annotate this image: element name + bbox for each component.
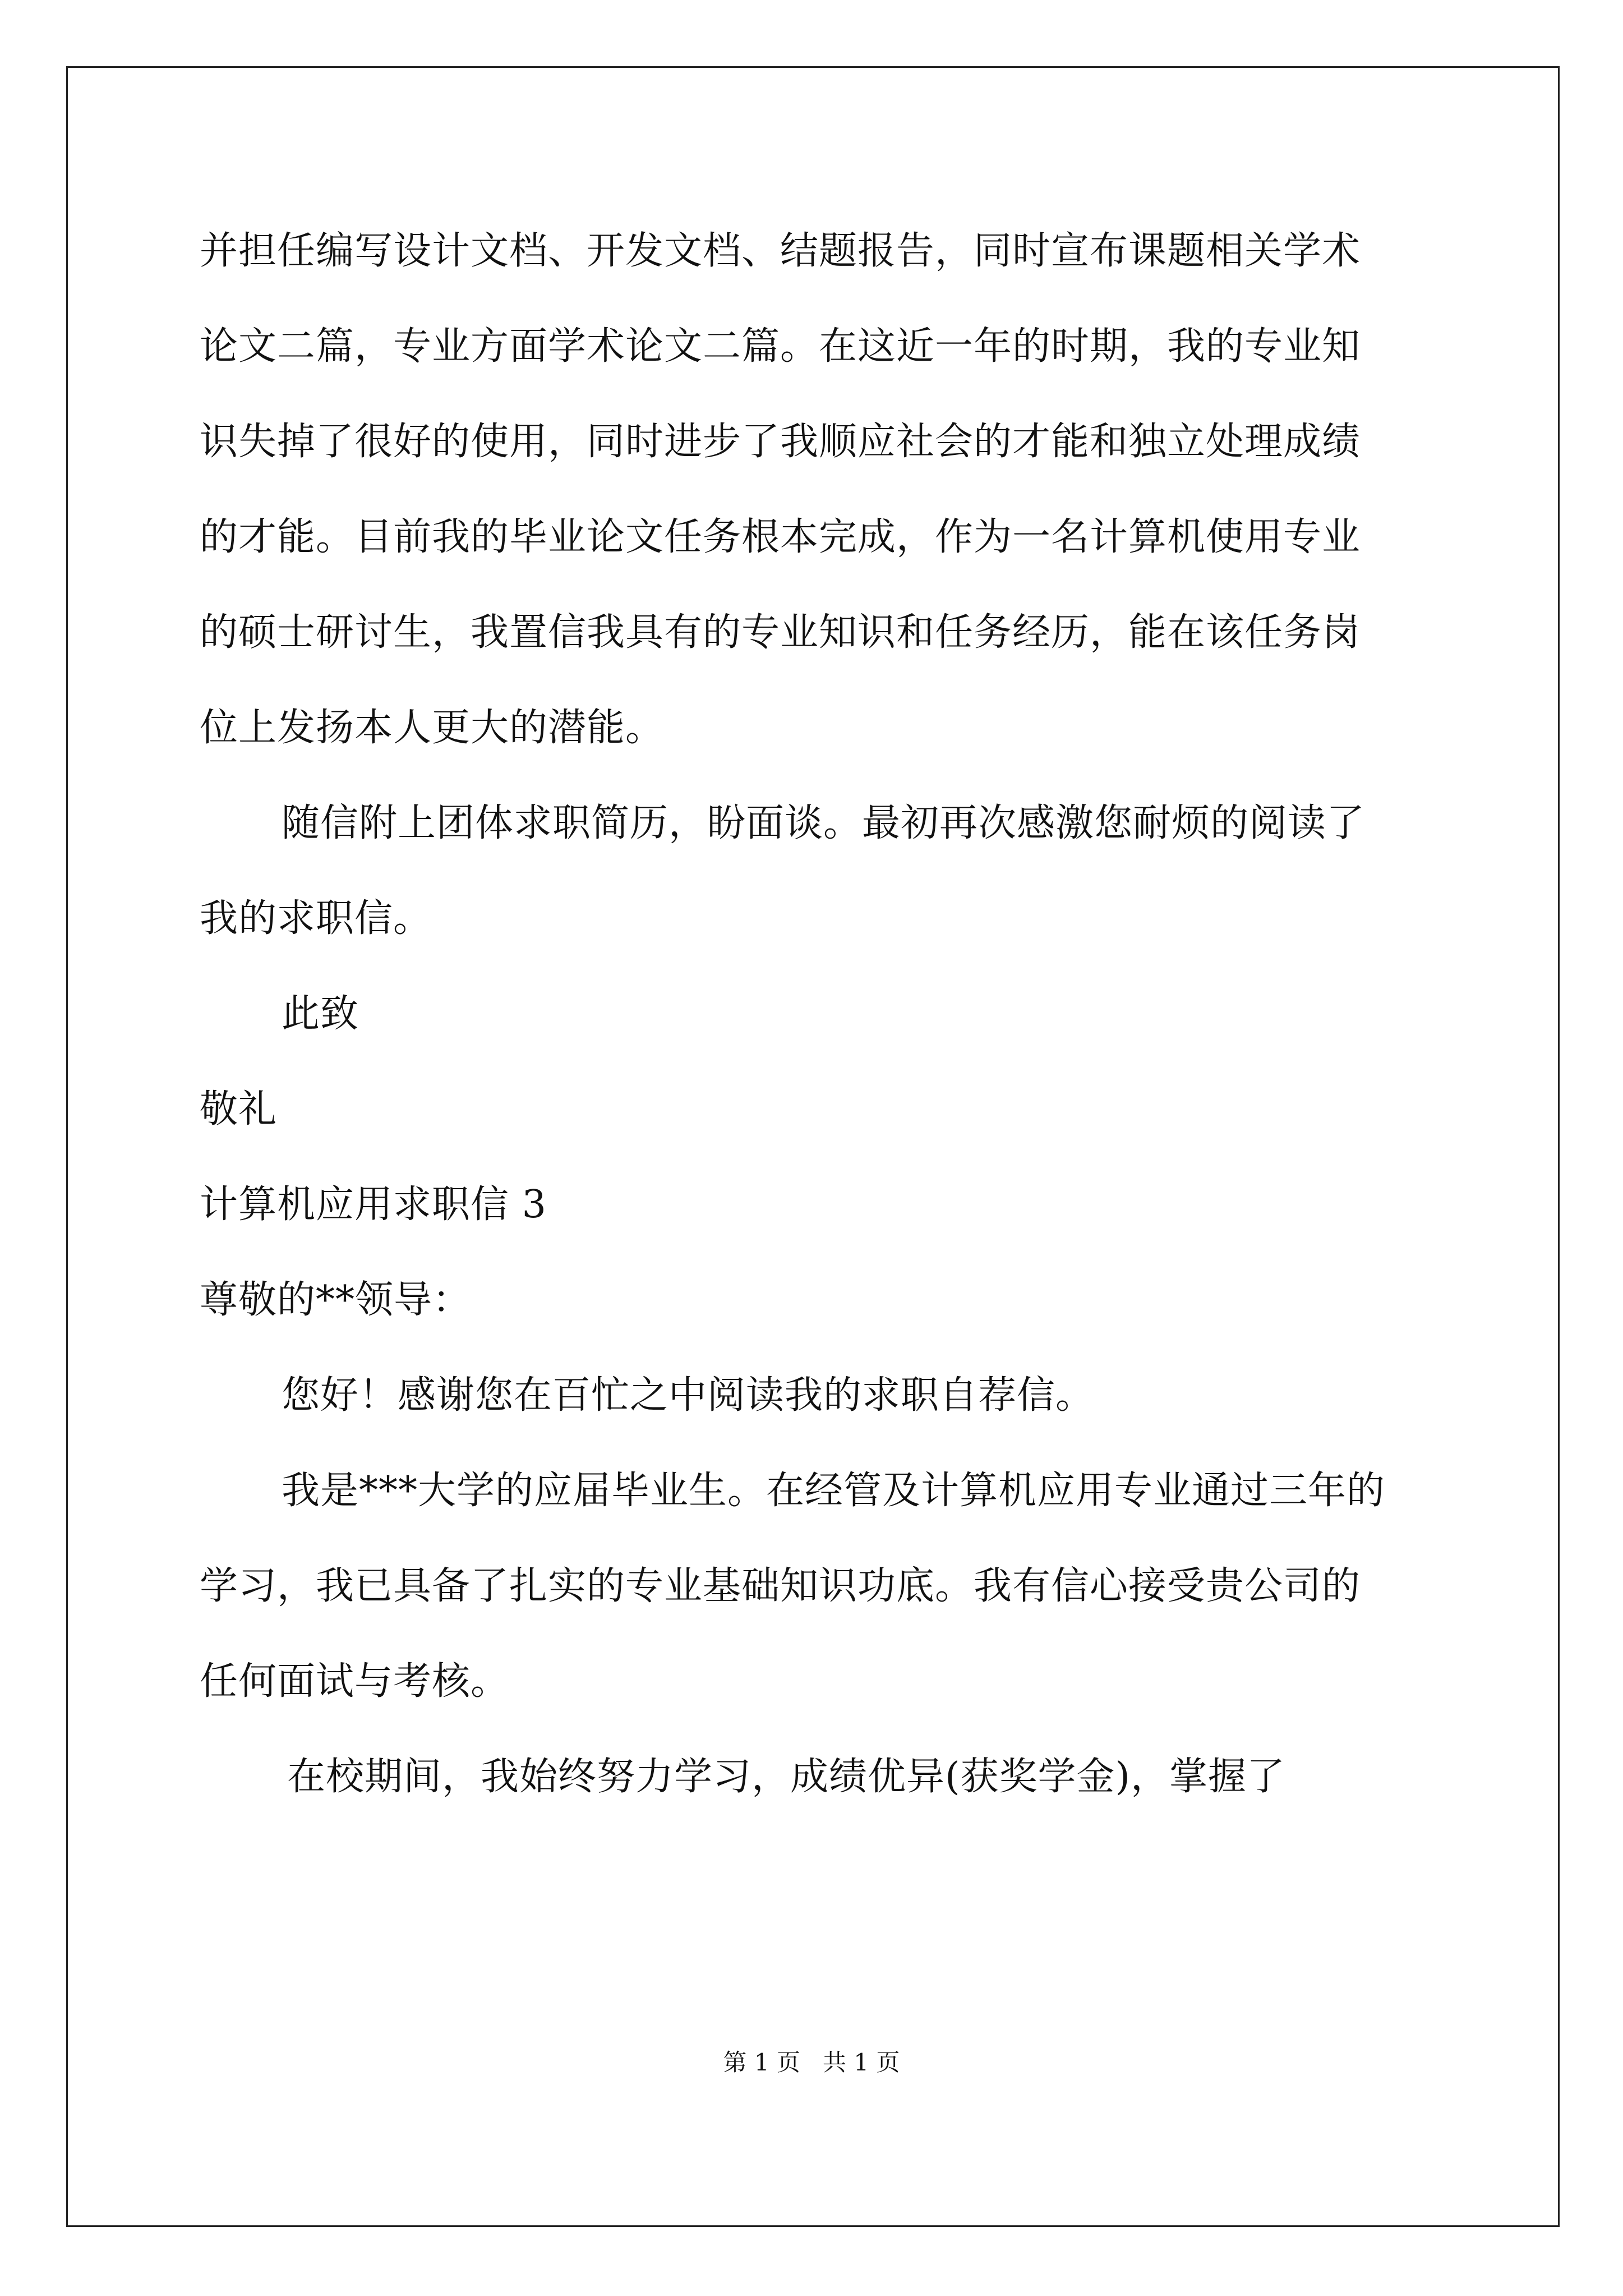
paragraph-start-line: 在校期间，我始终努力学习，成绩优异(获奖学金)，掌握了	[287, 1755, 1286, 1799]
text-line: 学习，我已具备了扎实的专业基础知识功底。我有信心接受贵公司的	[200, 1564, 1361, 1608]
text-line: 并担任编写设计文档、开发文档、结题报告，同时宣布课题相关学术	[200, 229, 1361, 273]
greeting-line: 尊敬的**领导：	[200, 1278, 472, 1322]
page-footer: 第 1 页 共 1 页	[723, 2049, 900, 2076]
paragraph-start-line: 我是***大学的应届毕业生。在经管及计算机应用专业通过三年的	[282, 1469, 1386, 1513]
closing-regards: 敬礼	[200, 1087, 278, 1131]
text-line: 的才能。目前我的毕业论文任务根本完成，作为一名计算机使用专业	[200, 515, 1361, 559]
section-title: 计算机应用求职信 3	[200, 1182, 547, 1227]
paragraph-start-line: 随信附上团体求职简历，盼面谈。最初再次感激您耐烦的阅读了	[282, 801, 1366, 845]
text-line: 我的求职信。	[200, 896, 432, 941]
text-line: 任何面试与考核。	[200, 1659, 510, 1704]
closing-salutation: 此致	[282, 992, 359, 1036]
text-line: 识失掉了很好的使用，同时进步了我顺应社会的才能和独立处理成绩	[200, 420, 1361, 464]
text-line: 的硕士研讨生，我置信我具有的专业知识和任务经历，能在该任务岗	[200, 610, 1361, 655]
paragraph-start-line: 您好！感谢您在百忙之中阅读我的求职自荐信。	[282, 1373, 1095, 1418]
text-line: 论文二篇，专业方面学术论文二篇。在这近一年的时期，我的专业知	[200, 324, 1361, 369]
text-line: 位上发扬本人更大的潜能。	[200, 706, 665, 750]
page-border	[66, 66, 1560, 2227]
